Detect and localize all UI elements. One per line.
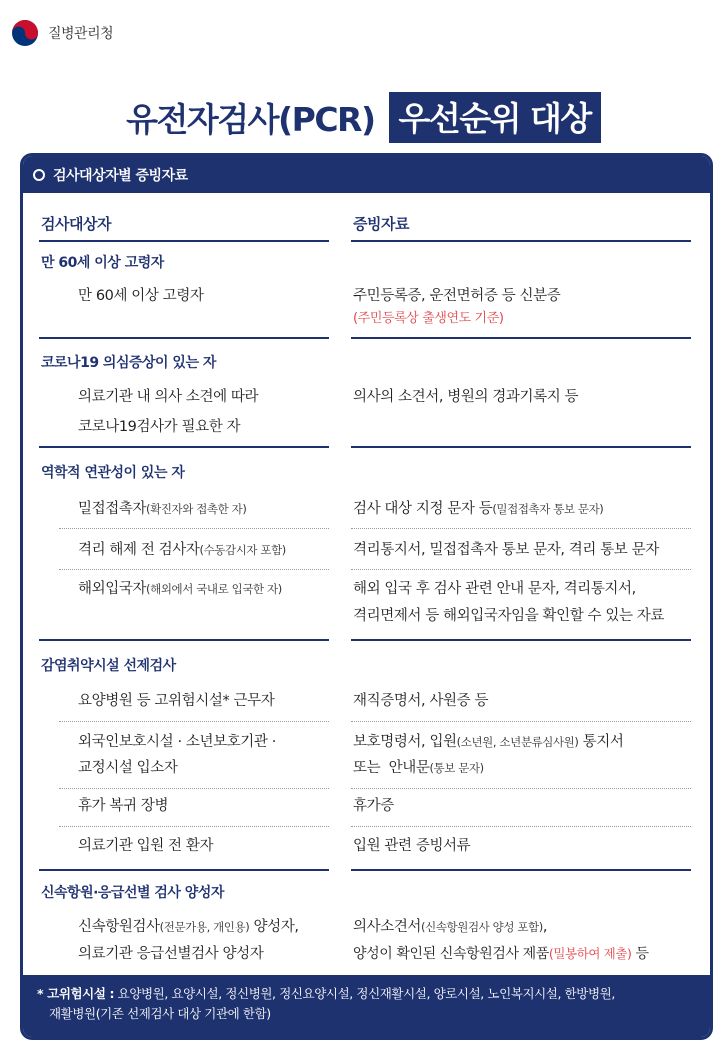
evidence-note: (주민등록상 출생연도 기준) — [353, 311, 504, 326]
evidence-warning: (밀봉하여 제출) — [548, 946, 632, 961]
evidence-main: 보호명령서, 입원 — [353, 734, 457, 750]
divider — [39, 869, 329, 871]
dotted-divider — [59, 569, 329, 570]
dotted-divider — [59, 721, 329, 722]
divider — [351, 446, 691, 448]
target-text — [78, 576, 282, 602]
divider — [351, 639, 691, 641]
footnote-label: 고위험시설 : — [47, 986, 115, 1001]
evidence-main: 검사 대상 지정 문자 등 — [353, 501, 493, 517]
target-main: 신속항원검사 — [78, 919, 160, 935]
divider — [351, 337, 691, 339]
evidence-main: 양성이 확인된 신속항원검사 제품 — [353, 946, 549, 962]
target-main: 격리 해제 전 검사자 — [78, 542, 200, 558]
dotted-divider — [351, 528, 691, 529]
target-end: 양성자, — [249, 919, 299, 935]
dotted-divider — [351, 788, 691, 789]
section-title: 역학적 연관성이 있는 자 — [41, 465, 185, 481]
evidence-note: (밀접접촉자 통보 문자) — [492, 502, 604, 516]
evidence-text: 주민등록증, 운전면허증 등 신분증 — [353, 288, 561, 304]
evidence-text: 의사의 소견서, 병원의 경과기록지 등 — [353, 389, 579, 405]
divider — [39, 240, 329, 242]
target-text: 의료기관 내 의사 소견에 따라 — [78, 389, 259, 405]
section-title: 코로나19 의심증상이 있는 자 — [41, 355, 216, 371]
asterisk-icon: * — [37, 986, 44, 1001]
panel-heading: 검사대상자별 증빙자료 — [53, 167, 188, 184]
dotted-divider — [59, 528, 329, 529]
dotted-divider — [351, 721, 691, 722]
evidence-text: 해외 입국 후 검사 관련 안내 문자, 격리통지서, — [353, 581, 636, 597]
evidence-text — [353, 914, 547, 940]
target-text: 의료기관 입원 전 환자 — [78, 838, 214, 854]
dotted-divider — [59, 826, 329, 827]
target-note: (해외에서 국내로 입국한 자) — [146, 582, 282, 596]
evidence-text — [353, 755, 484, 781]
evidence-end: 통지서 — [578, 734, 624, 750]
target-note: (전문가용, 개인용) — [159, 920, 250, 934]
footnote-line: 재활병원(기존 선제검사 대상 기관에 한함) — [49, 1006, 271, 1021]
panel-header — [23, 156, 710, 193]
target-text: 외국인보호시설 · 소년보호기관 · — [78, 734, 276, 750]
section-title: 만 60세 이상 고령자 — [41, 255, 164, 271]
title-part1: 유전자검사(PCR) — [126, 100, 375, 139]
target-note: (수동감시자 포함) — [199, 543, 286, 557]
evidence-text: 격리통지서, 밀접접촉자 통보 문자, 격리 통보 문자 — [353, 542, 659, 558]
evidence-text: 휴가증 — [353, 798, 394, 814]
evidence-note: (신속항원검사 양성 포함) — [421, 920, 543, 934]
column-header-target: 검사대상자 — [41, 215, 111, 233]
evidence-panel — [20, 153, 713, 1040]
evidence-text: 격리면제서 등 해외입국자임을 확인할 수 있는 자료 — [353, 608, 665, 624]
evidence-text: 입원 관련 증빙서류 — [353, 838, 471, 854]
divider — [39, 446, 329, 448]
footnote — [23, 975, 710, 1037]
evidence-text — [353, 941, 649, 967]
target-text: 요양병원 등 고위험시설* 근무자 — [78, 693, 275, 709]
dotted-divider — [351, 826, 691, 827]
evidence-note: (통보 문자) — [429, 761, 484, 775]
korea-emblem-icon — [10, 18, 40, 48]
dotted-divider — [59, 788, 329, 789]
target-text: 교정시설 입소자 — [78, 760, 178, 776]
target-text — [78, 496, 246, 522]
target-note: (확진자와 접촉한 자) — [146, 502, 247, 516]
target-text: 코로나19검사가 필요한 자 — [78, 419, 241, 435]
evidence-text: 재직증명서, 사원증 등 — [353, 693, 489, 709]
target-text: 만 60세 이상 고령자 — [78, 288, 204, 304]
target-text — [78, 537, 286, 563]
evidence-main: 의사소견서 — [353, 919, 422, 935]
target-text: 의료기관 응급선별검사 양성자 — [78, 946, 264, 962]
evidence-end: , — [542, 919, 548, 935]
logo — [10, 18, 113, 48]
target-main: 밀접접촉자 — [78, 501, 147, 517]
divider — [351, 240, 691, 242]
evidence-text — [353, 729, 623, 755]
target-main: 해외입국자 — [78, 581, 147, 597]
page-title — [0, 92, 727, 143]
circle-bullet-icon — [33, 169, 45, 181]
title-part2: 우선순위 대상 — [389, 92, 601, 143]
dotted-divider — [351, 569, 691, 570]
target-text — [78, 914, 299, 940]
column-header-evidence: 증빙자료 — [353, 215, 409, 233]
divider — [351, 869, 691, 871]
evidence-end: 등 — [631, 946, 649, 962]
footnote-line — [37, 984, 696, 1004]
divider — [39, 639, 329, 641]
org-name: 질병관리청 — [48, 26, 114, 42]
section-title: 감염취약시설 선제검사 — [41, 658, 176, 674]
footnote-text: 요양병원, 요양시설, 정신병원, 정신요양시설, 정신재활시설, 양로시설, 노인복지시설, 한방병원, — [114, 986, 615, 1001]
divider — [39, 337, 329, 339]
evidence-note: (소년원, 소년분류심사원) — [456, 735, 579, 749]
evidence-text — [353, 496, 603, 522]
section-title: 신속항원·응급선별 검사 양성자 — [41, 885, 224, 901]
evidence-main: 또는 안내문 — [353, 760, 430, 776]
target-text: 휴가 복귀 장병 — [78, 798, 169, 814]
